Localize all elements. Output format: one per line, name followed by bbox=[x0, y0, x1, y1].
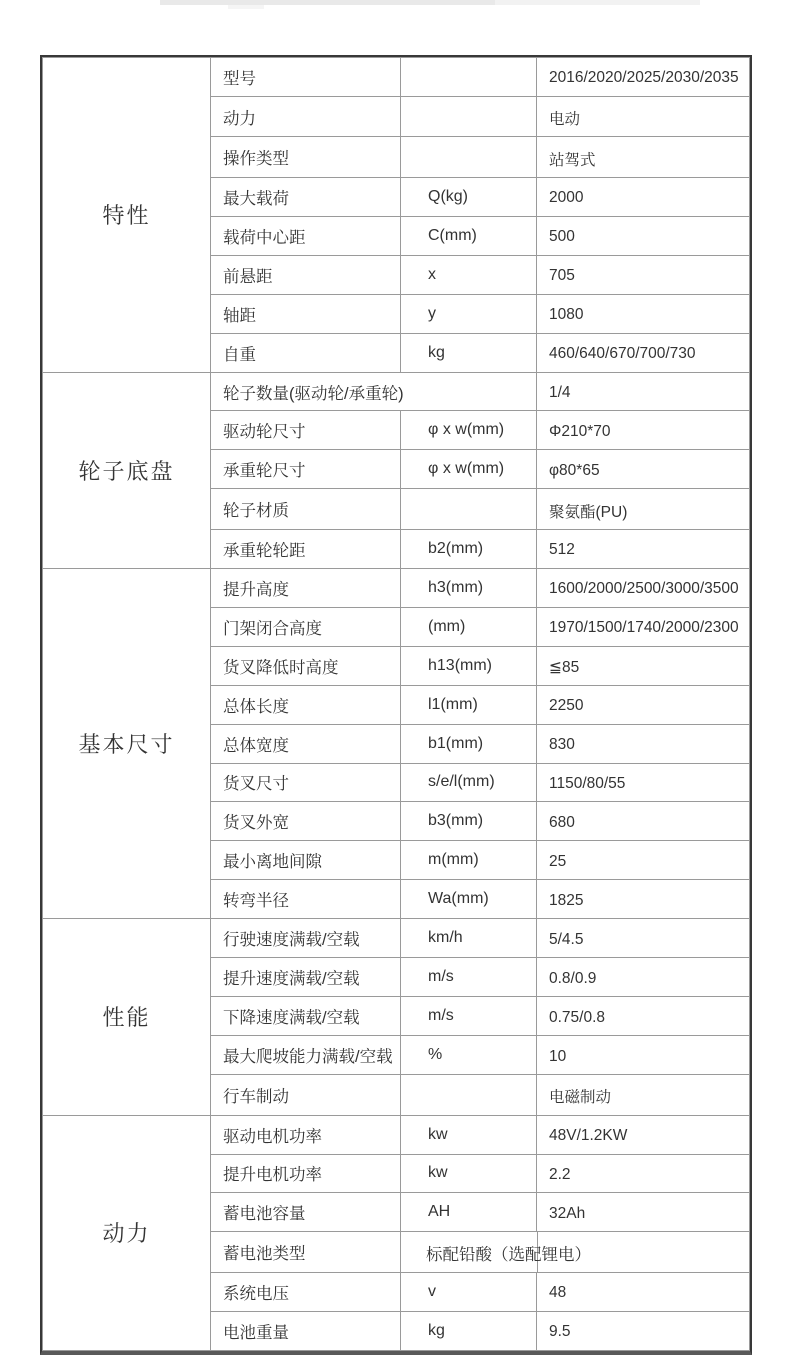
spec-label: 承重轮轮距 bbox=[211, 529, 401, 568]
section-title: 基本尺寸 bbox=[43, 568, 211, 919]
spec-label: 下降速度满载/空载 bbox=[211, 997, 401, 1036]
spec-label: 驱动电机功率 bbox=[211, 1115, 401, 1154]
spec-value: 1600/2000/2500/3000/3500 bbox=[537, 568, 750, 607]
spec-label: 货叉降低时高度 bbox=[211, 646, 401, 685]
spec-label: 提升速度满载/空载 bbox=[211, 958, 401, 997]
spec-symbol: Q(kg) bbox=[401, 177, 537, 216]
spec-label: 最大爬坡能力满载/空载 bbox=[211, 1036, 401, 1075]
spec-value: φ80*65 bbox=[537, 450, 750, 489]
spec-symbol: % bbox=[401, 1036, 537, 1075]
spec-value: 10 bbox=[537, 1036, 750, 1075]
spec-value: 0.75/0.8 bbox=[537, 997, 750, 1036]
spec-value: 1/4 bbox=[537, 372, 750, 411]
spec-value: 680 bbox=[537, 802, 750, 841]
spec-symbol: v bbox=[401, 1272, 537, 1311]
spec-value: Φ210*70 bbox=[537, 411, 750, 450]
spec-value: 500 bbox=[537, 216, 750, 255]
spec-symbol: h13(mm) bbox=[401, 646, 537, 685]
spec-symbol: kw bbox=[401, 1154, 537, 1193]
top-cropped-content-mark bbox=[228, 5, 264, 9]
spec-symbol: m/s bbox=[401, 958, 537, 997]
spec-value: 32Ah bbox=[537, 1193, 750, 1232]
spec-symbol: (mm) bbox=[401, 607, 537, 646]
spec-value: 2000 bbox=[537, 177, 750, 216]
spec-symbol bbox=[401, 58, 537, 97]
spec-label: 提升高度 bbox=[211, 568, 401, 607]
spec-label: 行驶速度满载/空载 bbox=[211, 919, 401, 958]
spec-label: 驱动轮尺寸 bbox=[211, 411, 401, 450]
spec-symbol: h3(mm) bbox=[401, 568, 537, 607]
spec-value: 2.2 bbox=[537, 1154, 750, 1193]
spec-value: 1150/80/55 bbox=[537, 763, 750, 802]
spec-label: 总体长度 bbox=[211, 685, 401, 724]
spec-symbol bbox=[401, 96, 537, 136]
spec-value: 5/4.5 bbox=[537, 919, 750, 958]
spec-value: 1825 bbox=[537, 880, 750, 919]
spec-label: 总体宽度 bbox=[211, 724, 401, 763]
spec-symbol: kg bbox=[401, 333, 537, 372]
spec-value: 512 bbox=[537, 529, 750, 568]
spec-symbol: l1(mm) bbox=[401, 685, 537, 724]
spec-label: 最大载荷 bbox=[211, 177, 401, 216]
spec-symbol: Wa(mm) bbox=[401, 880, 537, 919]
spec-label: 承重轮尺寸 bbox=[211, 450, 401, 489]
spec-value: 9.5 bbox=[537, 1311, 750, 1350]
spec-value: 1970/1500/1740/2000/2300 bbox=[537, 607, 750, 646]
spec-label: 载荷中心距 bbox=[211, 216, 401, 255]
spec-value: 站驾式 bbox=[537, 137, 750, 177]
section-title: 动力 bbox=[43, 1115, 211, 1350]
spec-value: 460/640/670/700/730 bbox=[537, 333, 750, 372]
spec-label: 轮子数量(驱动轮/承重轮) bbox=[211, 372, 537, 411]
spec-symbol bbox=[401, 1075, 537, 1115]
spec-label: 货叉尺寸 bbox=[211, 763, 401, 802]
spec-value: 48V/1.2KW bbox=[537, 1115, 750, 1154]
spec-symbol: kg bbox=[401, 1311, 537, 1350]
spec-value: 25 bbox=[537, 841, 750, 880]
spec-label: 转弯半径 bbox=[211, 880, 401, 919]
spec-label: 动力 bbox=[211, 96, 401, 136]
spec-symbol: kw bbox=[401, 1115, 537, 1154]
spec-value: 2016/2020/2025/2030/2035 bbox=[537, 58, 750, 97]
spec-row bbox=[43, 568, 750, 607]
spec-value: 830 bbox=[537, 724, 750, 763]
spec-row bbox=[43, 372, 750, 411]
spec-label: 蓄电池类型 bbox=[211, 1232, 401, 1272]
spec-label: 门架闭合高度 bbox=[211, 607, 401, 646]
spec-row bbox=[43, 919, 750, 958]
spec-value: 705 bbox=[537, 255, 750, 294]
spec-label: 系统电压 bbox=[211, 1272, 401, 1311]
spec-table-body bbox=[43, 58, 750, 1351]
section-title: 轮子底盘 bbox=[43, 372, 211, 568]
spec-table-container bbox=[40, 55, 752, 1355]
spec-row bbox=[43, 1115, 750, 1154]
spec-table bbox=[42, 57, 750, 1351]
section-title: 特性 bbox=[43, 58, 211, 373]
spec-value: 48 bbox=[537, 1272, 750, 1311]
spec-value: 电动 bbox=[537, 96, 750, 136]
spec-symbol: C(mm) bbox=[401, 216, 537, 255]
spec-symbol: b2(mm) bbox=[401, 529, 537, 568]
spec-label: 行车制动 bbox=[211, 1075, 401, 1115]
section-title: 性能 bbox=[43, 919, 211, 1115]
spec-label: 轮子材质 bbox=[211, 489, 401, 529]
spec-symbol: s/e/l(mm) bbox=[401, 763, 537, 802]
spec-symbol bbox=[401, 489, 537, 529]
spec-label: 操作类型 bbox=[211, 137, 401, 177]
spec-symbol: φ x w(mm) bbox=[401, 411, 537, 450]
spec-symbol: b3(mm) bbox=[401, 802, 537, 841]
spec-label: 前悬距 bbox=[211, 255, 401, 294]
spec-label: 电池重量 bbox=[211, 1311, 401, 1350]
spec-symbol: b1(mm) bbox=[401, 724, 537, 763]
spec-value: 标配铅酸（选配锂电） bbox=[401, 1232, 750, 1272]
spec-symbol: x bbox=[401, 255, 537, 294]
spec-value: 0.8/0.9 bbox=[537, 958, 750, 997]
spec-symbol: y bbox=[401, 294, 537, 333]
spec-label: 货叉外宽 bbox=[211, 802, 401, 841]
spec-label: 自重 bbox=[211, 333, 401, 372]
spec-row bbox=[43, 58, 750, 97]
spec-symbol: φ x w(mm) bbox=[401, 450, 537, 489]
spec-symbol: km/h bbox=[401, 919, 537, 958]
spec-value: 2250 bbox=[537, 685, 750, 724]
spec-value: ≦85 bbox=[537, 646, 750, 685]
spec-symbol bbox=[401, 137, 537, 177]
spec-value: 聚氨酯(PU) bbox=[537, 489, 750, 529]
spec-label: 型号 bbox=[211, 58, 401, 97]
spec-symbol: m(mm) bbox=[401, 841, 537, 880]
spec-label: 最小离地间隙 bbox=[211, 841, 401, 880]
spec-value: 1080 bbox=[537, 294, 750, 333]
spec-label: 提升电机功率 bbox=[211, 1154, 401, 1193]
spec-label: 蓄电池容量 bbox=[211, 1193, 401, 1232]
spec-value: 电磁制动 bbox=[537, 1075, 750, 1115]
spec-symbol: AH bbox=[401, 1193, 537, 1232]
spec-symbol: m/s bbox=[401, 997, 537, 1036]
spec-label: 轴距 bbox=[211, 294, 401, 333]
